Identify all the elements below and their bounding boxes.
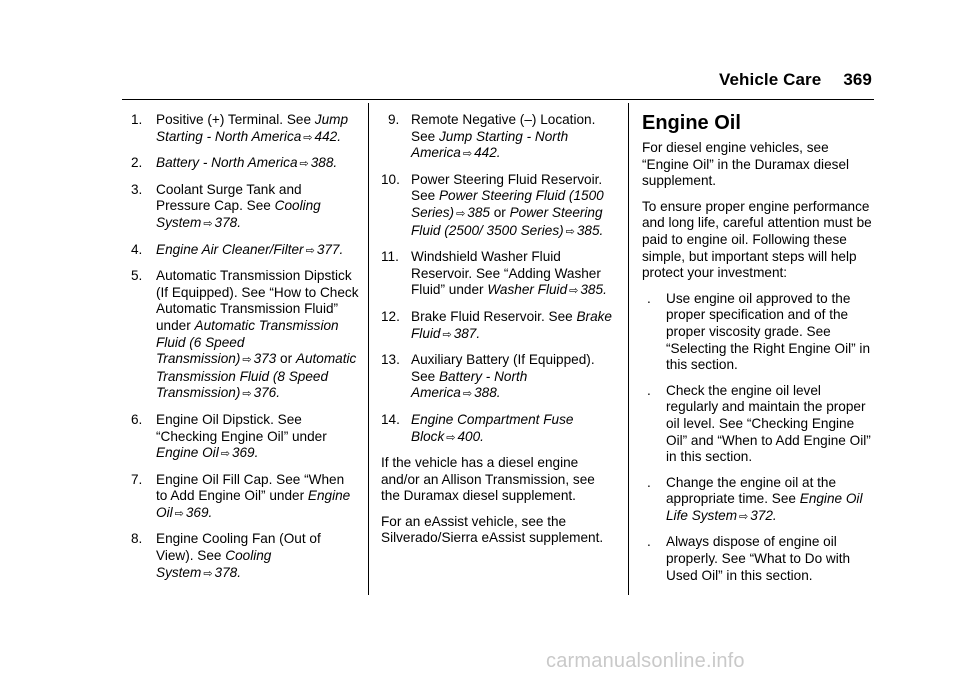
watermark: carmanualsonline.info	[546, 650, 745, 672]
punct: .	[772, 507, 777, 523]
body-paragraph: For an eAssist vehicle, see the Silverado/Sierra eAssist supplement.	[381, 513, 604, 546]
punct: .	[276, 385, 281, 401]
page-ref-arrow-icon: ⇨	[569, 285, 579, 298]
page-ref[interactable]: 442	[474, 145, 497, 161]
page-ref[interactable]: 377	[316, 241, 340, 257]
body-paragraph: For diesel engine vehicles, see “Engine Oil” in the Duramax diesel supplement.	[642, 140, 850, 189]
item-number: 7.	[131, 471, 143, 487]
page-ref-arrow-icon: ⇨	[305, 244, 315, 257]
punct: .	[496, 145, 501, 161]
item-number: 10.	[381, 171, 400, 187]
page-ref[interactable]: 369	[231, 445, 255, 461]
section-title: Vehicle Care	[719, 70, 822, 89]
page-ref-arrow-icon: ⇨	[456, 207, 466, 220]
item-text: Auxiliary Battery (If Equipped). See	[411, 352, 595, 384]
page-ref-arrow-icon: ⇨	[220, 448, 230, 461]
item-number: 3.	[131, 181, 143, 197]
punct: .	[237, 564, 242, 580]
cross-reference-link[interactable]: Engine Oil	[156, 488, 351, 520]
punct: .	[599, 222, 604, 238]
page-ref[interactable]: 442	[314, 128, 338, 144]
page-ref-arrow-icon: ⇨	[242, 354, 252, 367]
list-item	[131, 155, 359, 173]
item-number: 1.	[131, 112, 143, 127]
page-ref-arrow-icon: ⇨	[446, 431, 456, 444]
page-ref-arrow-icon: ⇨	[462, 388, 473, 401]
column-divider	[628, 103, 629, 595]
item-text: or	[276, 351, 296, 367]
item-number: 8.	[131, 531, 143, 547]
cross-reference-link[interactable]: Cooling System	[156, 548, 272, 580]
item-number: 14.	[381, 411, 400, 427]
body-paragraph: To ensure proper engine performance and long life, careful attention must be paid to engine oil. Following these simple, but important steps will help protect your investment:	[642, 198, 872, 281]
bullet-text: Use engine oil approved to the proper specification and of the proper viscosity grade. See “Selecting the Right Engine Oil” in this section.	[666, 290, 871, 373]
page-ref[interactable]: 378	[214, 564, 238, 580]
bullet-text: Check the engine oil level regularly and maintain the proper oil level. See “Checking Engine Oil” and “When to Add Engine Oil” in this section.	[666, 382, 871, 465]
bullet-text: Change the engine oil at the appropriate time. See	[666, 474, 837, 507]
column-3	[642, 112, 874, 593]
item-number: 2.	[131, 155, 143, 171]
page-ref-arrow-icon: ⇨	[242, 388, 252, 401]
cross-reference-link[interactable]: Automatic Transmission Fluid (6 Speed Transmission)	[156, 317, 339, 367]
section-heading: Engine Oil	[642, 112, 741, 134]
item-text: Coolant Surge Tank and Pressure Cap. See	[156, 181, 302, 214]
punct: .	[603, 282, 607, 298]
bullet-marker: .	[647, 290, 651, 306]
page-header	[719, 70, 872, 90]
cross-reference-link[interactable]: Power Steering Fluid (1500 Series)	[411, 188, 604, 220]
page-ref-arrow-icon: ⇨	[565, 225, 575, 238]
page-ref-arrow-icon: ⇨	[203, 217, 213, 230]
page-ref[interactable]: 400	[457, 428, 481, 444]
item-text: Brake Fluid Reservoir. See	[411, 308, 577, 324]
item-number: 11.	[381, 249, 399, 265]
item-number: 9.	[388, 112, 400, 127]
column-1	[131, 112, 359, 591]
list-item	[131, 531, 359, 582]
page-ref[interactable]: 376	[253, 385, 277, 401]
cross-reference-link[interactable]: Washer Fluid	[487, 282, 568, 298]
punct: .	[496, 385, 501, 401]
item-text: Engine Cooling Fan (Out of View). See	[156, 531, 321, 564]
cross-reference-link[interactable]: Jump Starting - North America	[156, 112, 349, 144]
page-ref-arrow-icon: ⇨	[174, 507, 184, 520]
bullet-item	[642, 534, 874, 584]
page-number: 369	[843, 70, 872, 89]
item-number: 5.	[131, 268, 143, 284]
column-2	[381, 112, 617, 556]
bullet-marker: .	[647, 534, 651, 550]
page-ref-arrow-icon: ⇨	[462, 148, 473, 161]
cross-reference-link[interactable]: Engine Air Cleaner/Filter	[156, 241, 304, 257]
item-text: or	[489, 204, 510, 220]
punct: .	[339, 241, 344, 257]
item-text: Engine Oil Dipstick. See “Checking Engine Oil” under	[156, 411, 327, 444]
cross-reference-link[interactable]: Power Steering Fluid (2500/ 3500 Series)	[411, 204, 603, 238]
bullet-item	[642, 475, 874, 526]
bullet-marker: .	[647, 474, 651, 490]
bullet-item	[642, 383, 874, 466]
page-ref[interactable]: 378	[214, 214, 238, 230]
item-number: 6.	[131, 411, 143, 427]
item-text: Engine Oil Fill Cap. See “When to Add Engine Oil” under	[156, 471, 345, 504]
punct: .	[480, 428, 484, 444]
page-ref-arrow-icon: ⇨	[303, 131, 313, 144]
punct: .	[333, 155, 338, 171]
item-number: 4.	[131, 241, 143, 257]
page-ref[interactable]: 388	[310, 155, 334, 171]
item-text: Automatic Transmission Dipstick (If Equipped). See “How to Check Automatic Transmission Fluid” under	[156, 268, 359, 333]
item-text: Power Steering Fluid Reservoir. See	[411, 171, 603, 204]
page-ref[interactable]: 369	[185, 504, 209, 520]
page-ref[interactable]: 385	[580, 282, 604, 298]
bullet-item	[642, 291, 874, 374]
punct: .	[337, 128, 341, 144]
cross-reference-link[interactable]: Engine Compartment Fuse Block	[411, 411, 574, 444]
list-item	[131, 112, 359, 146]
cross-reference-link[interactable]: Cooling System	[156, 198, 321, 230]
page-ref[interactable]: 388	[474, 385, 497, 401]
page-ref-arrow-icon: ⇨	[203, 567, 213, 580]
cross-reference-link[interactable]: Engine Oil Life System	[666, 491, 863, 523]
page-ref-arrow-icon: ⇨	[739, 510, 749, 523]
bullet-text: Always dispose of engine oil properly. See “What to Do with Used Oil” in this section.	[666, 534, 851, 583]
page-ref-arrow-icon: ⇨	[442, 328, 452, 341]
list-item	[381, 352, 617, 403]
punct: .	[208, 504, 213, 520]
cross-reference-link[interactable]: Battery - North America	[156, 155, 298, 171]
page-ref[interactable]: 387	[453, 325, 477, 341]
cross-reference-link[interactable]: Engine Oil	[156, 445, 219, 461]
punct: .	[237, 214, 242, 230]
cross-reference-link[interactable]: Battery - North America	[411, 368, 528, 401]
list-item	[381, 309, 617, 343]
list-item	[381, 172, 617, 240]
cross-reference-link[interactable]: Brake Fluid	[411, 308, 612, 341]
page-ref-arrow-icon: ⇨	[299, 158, 309, 171]
list-item	[131, 268, 359, 403]
list-item	[381, 249, 617, 300]
item-text: Positive (+) Terminal. See	[156, 112, 315, 127]
cross-reference-link[interactable]: Jump Starting - North America	[411, 128, 569, 161]
list-item	[381, 112, 617, 163]
punct: .	[254, 445, 259, 461]
page-ref[interactable]: 373	[253, 351, 277, 367]
item-number: 13.	[381, 352, 400, 368]
item-text: Windshield Washer Fluid Reservoir. See “Adding Washer Fluid” under	[411, 249, 601, 298]
column-divider	[368, 103, 369, 595]
page-ref[interactable]: 385	[467, 204, 490, 220]
list-item	[131, 182, 359, 233]
item-number: 12.	[381, 308, 400, 324]
item-text: Remote Negative (–) Location. See	[411, 112, 596, 144]
bullet-marker: .	[647, 382, 651, 398]
header-rule	[122, 99, 874, 100]
punct: .	[476, 325, 481, 341]
page-ref[interactable]: 372	[750, 507, 773, 523]
list-item	[131, 472, 359, 523]
cross-reference-link[interactable]: Automatic Transmission Fluid (8 Speed Transmission)	[156, 351, 357, 401]
list-item	[131, 242, 359, 260]
list-item	[131, 412, 359, 463]
list-item	[381, 412, 617, 446]
page-ref[interactable]: 385	[576, 222, 600, 238]
body-paragraph: If the vehicle has a diesel engine and/or an Allison Transmission, see the Duramax diesel supplement.	[381, 455, 595, 504]
